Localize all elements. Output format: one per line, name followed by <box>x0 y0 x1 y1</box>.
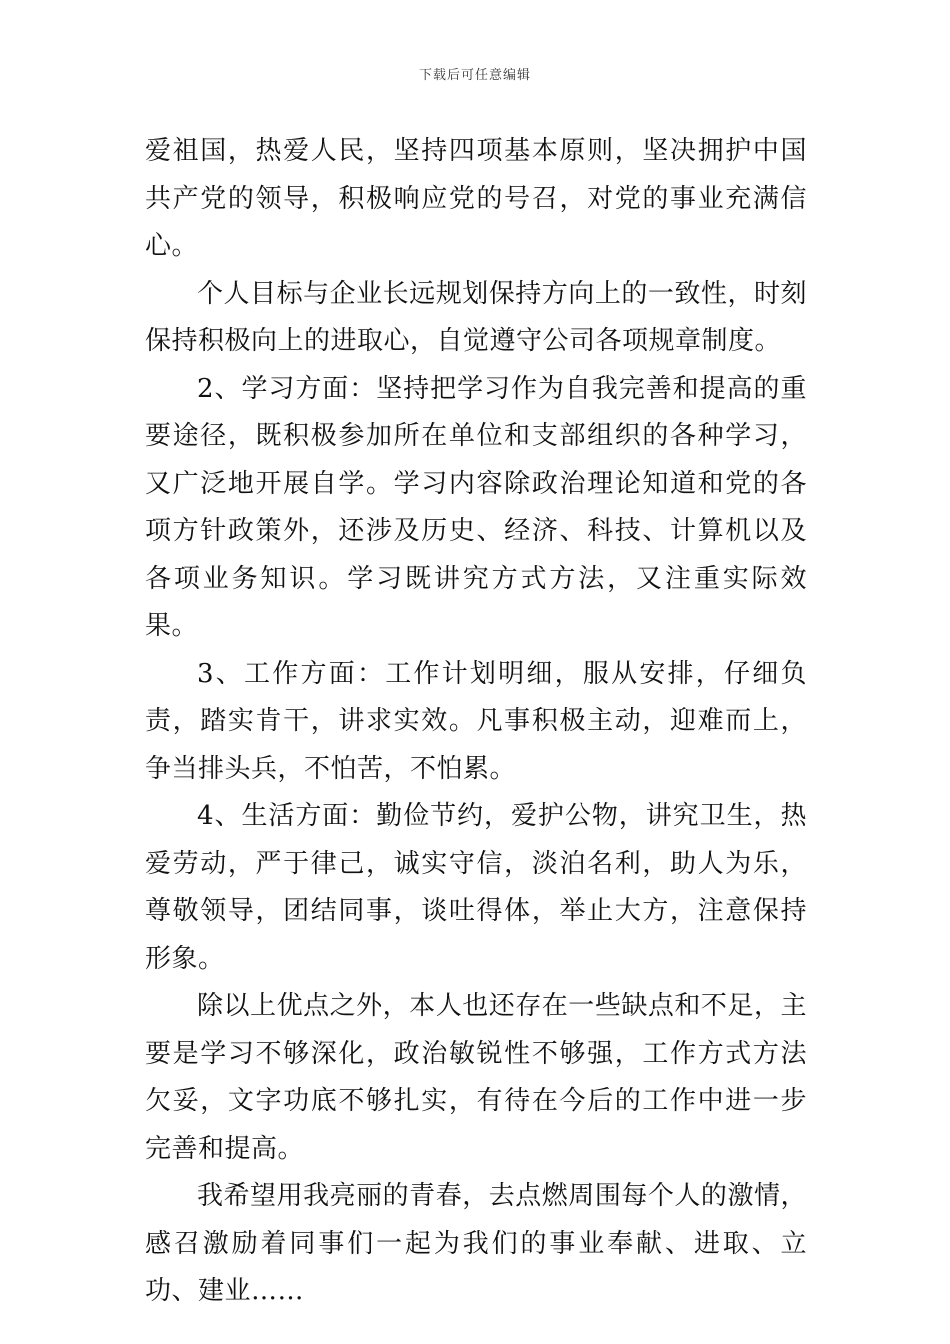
paragraph-closing: 我希望用我亮丽的青春，去点燃周围每个人的激情，感召激励着同事们一起为我们的事业奉献、进取、立功、建业…… <box>145 1181 807 1306</box>
header-note: 下载后可任意编辑 <box>418 68 531 83</box>
paragraph-work: 3、工作方面：工作计划明细，服从安排，仔细负责，踏实肯干，讲求实效。凡事积极主动，迎难而上，争当排头兵，不怕苦，不怕累。 <box>145 658 807 784</box>
document-body <box>145 128 807 1316</box>
paragraph-goals: 个人目标与企业长远规划保持方向上的一致性，时刻保持积极向上的进取心，自觉遵守公司各项规章制度。 <box>145 278 807 356</box>
paragraph-intro: 爱祖国，热爱人民，坚持四项基本原则，坚决拥护中国共产党的领导，积极响应党的号召，对党的事业充满信心。 <box>145 136 807 261</box>
paragraph-shortcomings: 除以上优点之外，本人也还存在一些缺点和不足，主要是学习不够深化，政治敏锐性不够强，工作方式方法欠妥，文字功底不够扎实，有待在今后的工作中进一步完善和提高。 <box>145 991 807 1164</box>
paragraph-life: 4、生活方面：勤俭节约，爱护公物，讲究卫生，热爱劳动，严于律己，诚实守信，淡泊名利，助人为乐，尊敬领导，团结同事，谈吐得体，举止大方，注意保持形象。 <box>145 801 807 974</box>
paragraph-study: 2、学习方面：坚持把学习作为自我完善和提高的重要途径，既积极参加所在单位和支部组织的各种学习，又广泛地开展自学。学习内容除政治理论知道和党的各项方针政策外，还涉及历史、经济、科技、计算机以及各项业务知识。学习既讲究方式方法，又注重实际效果。 <box>145 373 807 641</box>
